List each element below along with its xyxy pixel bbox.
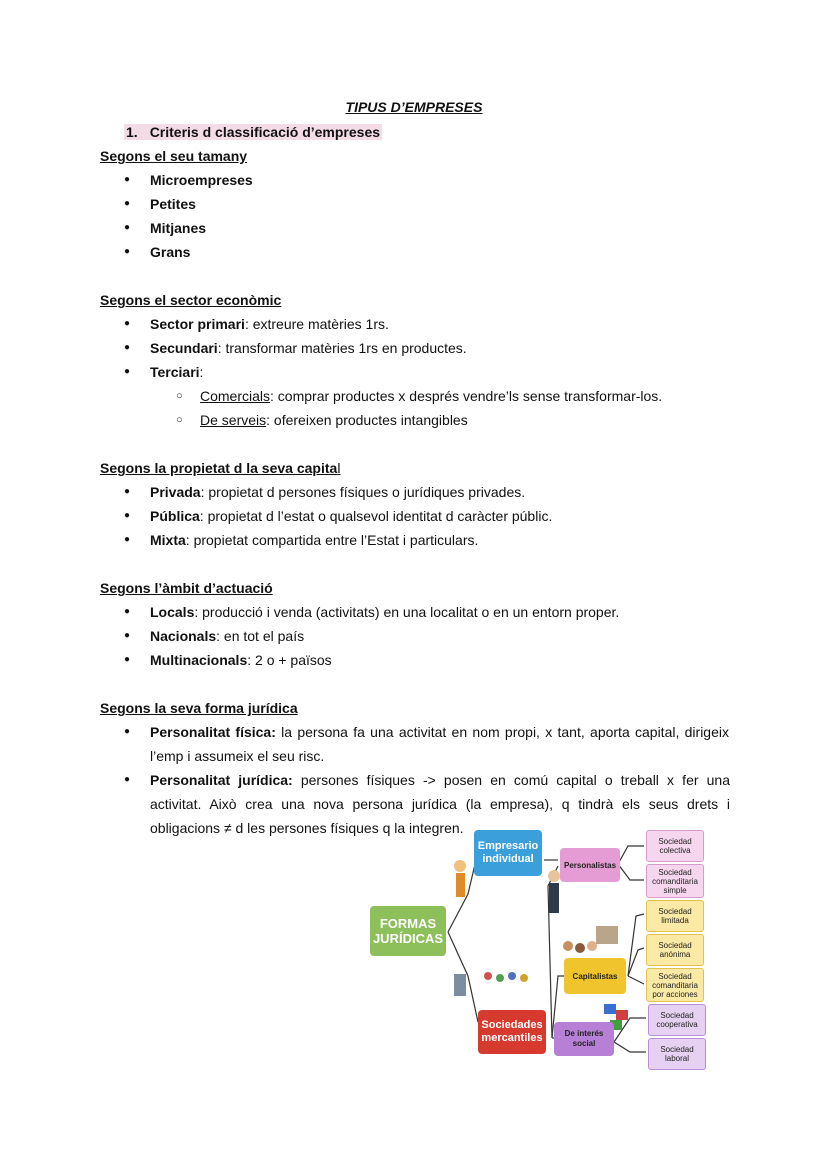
leaf-sociedad-cooperativa: Sociedad cooperativa — [648, 1004, 706, 1036]
list-forma — [124, 720, 729, 840]
leaf-sociedad-colectiva: Sociedad colectiva — [646, 830, 704, 862]
list-item: ● Secundari: transformar matèries 1rs en productes. — [124, 336, 729, 360]
section-number: 1. — [126, 124, 138, 140]
list-item: ● Sector primari: extreure matèries 1rs. — [124, 312, 729, 336]
node-formas-juridicas: FORMAS JURÍDICAS — [370, 906, 446, 956]
heading-ambit: Segons l’àmbit d’actuació — [100, 580, 273, 596]
list-item: ● Grans — [124, 240, 729, 264]
node-sociedades-mercantiles: Sociedades mercantiles — [478, 1010, 546, 1054]
list-ambit — [124, 600, 729, 672]
leaf-sociedad-limitada: Sociedad limitada — [646, 900, 704, 932]
heading-forma: Segons la seva forma jurídica — [100, 700, 298, 716]
list-item: ● Mitjanes — [124, 216, 729, 240]
list-propietat — [124, 480, 729, 552]
sublist-item: ○ De serveis: ofereixen productes intangibles — [176, 408, 662, 432]
list-item: ● Nacionals: en tot el país — [124, 624, 729, 648]
list-item: ● Pública: propietat d l’estat o qualsevol identitat d caràcter públic. — [124, 504, 729, 528]
list-item: ● Terciari: — [124, 360, 729, 384]
people-illustration — [454, 860, 628, 1030]
node-empresario-individual: Empresario individual — [474, 830, 542, 876]
sublist-terciari — [176, 384, 662, 432]
leaf-sociedad-laboral: Sociedad laboral — [648, 1038, 706, 1070]
section-label: Criteris d classificació d’empreses — [149, 124, 381, 140]
leaf-sociedad-comanditaria-acciones: Sociedad comanditaria por acciones — [646, 968, 704, 1002]
page-title: TIPUS D’EMPRESES — [345, 99, 483, 115]
sublist-item: ○ Comercials: comprar productes x després vendre’ls sense transformar-los. — [176, 384, 662, 408]
list-tamany — [124, 168, 729, 264]
list-item: ● Mixta: propietat compartida entre l’Estat i particulars. — [124, 528, 729, 552]
list-item: ● Microempreses — [124, 168, 729, 192]
list-item: ● Petites — [124, 192, 729, 216]
list-item: ● Privada: propietat d persones físiques o jurídiques privades. — [124, 480, 729, 504]
heading-sector: Segons el sector econòmic — [100, 292, 282, 308]
list-item: ● Personalitat jurídica: persones físiques -> posen en comú capital o treball x fer una activitat. Això crea una nova persona jurídica (la empresa), q tindrà els seus drets i obligacions ≠ d les persones físiques q la integren. — [124, 768, 730, 840]
list-item: ● Multinacionals: 2 o + països — [124, 648, 729, 672]
section-heading — [124, 124, 382, 140]
list-item: ● Locals: producció i venda (activitats) en una localitat o en un entorn proper. — [124, 600, 729, 624]
leaf-sociedad-comanditaria-simple: Sociedad comanditaria simple — [646, 864, 704, 898]
leaf-sociedad-anonima: Sociedad anónima — [646, 934, 704, 966]
list-item: ● Personalitat física: la persona fa una activitat en nom propi, x tant, aporta capital, dirigeix l’emp i assumeix el seu risc. — [124, 720, 729, 768]
node-de-interes-social: De interés social — [554, 1022, 614, 1056]
heading-tamany: Segons el seu tamany — [100, 148, 248, 164]
node-personalistas: Personalistas — [560, 848, 620, 882]
formas-juridicas-diagram — [368, 826, 713, 1072]
node-capitalistas: Capitalistas — [564, 958, 626, 994]
list-sector — [124, 312, 729, 384]
heading-propietat: Segons la propietat d la seva capital — [100, 460, 341, 476]
